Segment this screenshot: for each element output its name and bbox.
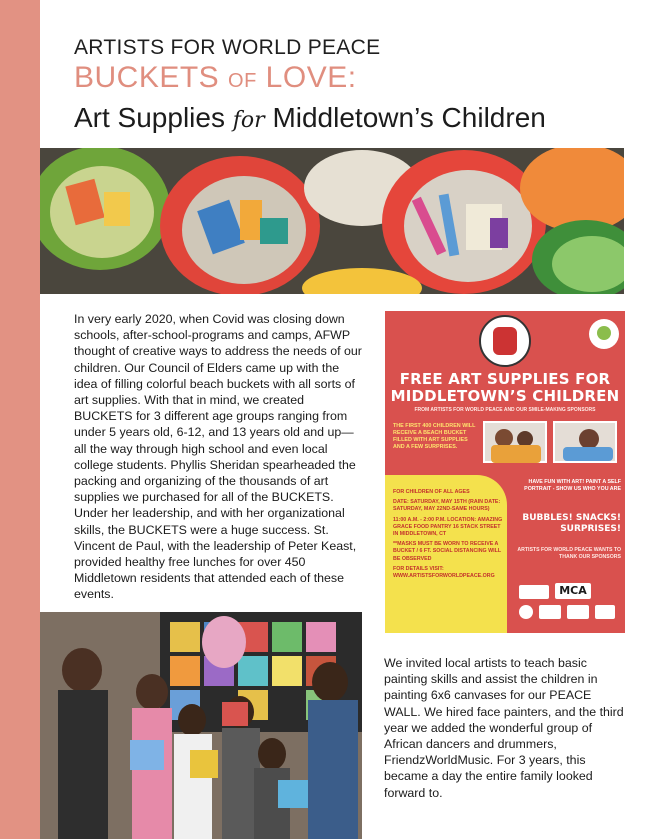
sponsor-logo — [519, 585, 549, 599]
title-part-love: LOVE: — [265, 61, 357, 94]
flyer-headline-line1: FREE ART SUPPLIES FOR — [399, 370, 611, 388]
flyer-event-details — [393, 489, 505, 583]
flyer-bubbles-line2: SURPRISES! — [560, 524, 621, 534]
buckets-photo — [40, 148, 624, 294]
intro-paragraph: In very early 2020, when Covid was closing down schools, after-school-programs and camps, AFWP thought of creative ways to address the needs of our children. Our Council of Elders came up with the idea of filling colorful beach buckets with all sorts of art supplies. With that in mind, we created BUCKETS for 3 different age groups ranging from under 5 years old, 6-12, and 13 years old and up—all the way through high school and even local college students. Phyllis Sheridan spearheaded the packing and organizing of the thousands of art supplies we purchased for all of the BUCKETS. Under her leadership, and with her organizational skills, the BUCKETS were a huge success. St. Vincent de Paul, with the leadership of Peter Keast, provided healthy free lunches for over 450 Middletown residents that attended each of these events. — [74, 312, 362, 602]
event-flyer — [385, 311, 625, 633]
flyer-date: DATE: SATURDAY, MAY 15TH (RAIN DATE: SATURDAY, MAY 22ND-SAME HOURS) — [393, 499, 501, 513]
flyer-kid-photo — [553, 421, 617, 463]
flyer-time-location: 11:00 A.M. - 2:00 P.M. LOCATION: AMAZING GRACE FOOD PANTRY 16 STACK STREET IN MIDDLETOWN, CT — [393, 516, 503, 538]
title-part-of: OF — [228, 70, 257, 92]
page-title — [74, 61, 634, 98]
page-header — [74, 36, 634, 139]
buckets-illustration — [40, 148, 624, 294]
flyer-bubbles-line1: BUBBLES! SNACKS! — [522, 513, 621, 523]
flyer-tagline: FROM ARTISTS FOR WORLD PEACE AND OUR SMILE-MAKING SPONSORS — [414, 407, 596, 413]
sponsor-seal-icon — [519, 605, 533, 619]
afwp-logo — [479, 315, 531, 367]
sponsor-logo — [567, 605, 589, 619]
flyer-thanks: ARTISTS FOR WORLD PEACE WANTS TO THANK OUR SPONSORS — [517, 547, 621, 560]
page-subtitle — [74, 100, 634, 139]
subtitle-part-art-supplies: Art Supplies — [74, 102, 225, 133]
flyer-headline — [385, 371, 625, 405]
sponsor-logo-mca: MCA — [555, 583, 591, 599]
flyer-bubbles — [509, 513, 621, 535]
flyer-details: FOR DETAILS VISIT: WWW.ARTISTSFORWORLDPEACE.ORG — [393, 565, 495, 580]
flyer-ages: FOR CHILDREN OF ALL AGES — [393, 489, 470, 495]
flyer-first400: THE FIRST 400 CHILDREN WILL RECEIVE A BEACH BUCKET FILLED WITH ART SUPPLIES AND A FEW SURPRISES. — [393, 423, 476, 450]
children-with-paintings-photo — [40, 612, 362, 839]
flyer-masks: **MASKS MUST BE WORN TO RECEIVE A BUCKET / 6 FT. SOCIAL DISTANCING WILL BE OBSERVED — [393, 541, 501, 562]
subtitle-part-children: Middletown’s Children — [272, 102, 546, 133]
flyer-headline-line2: MIDDLETOWN’S CHILDREN — [390, 387, 620, 405]
side-color-bar — [0, 0, 40, 839]
org-name: ARTISTS FOR WORLD PEACE — [74, 36, 381, 59]
children-illustration — [40, 612, 362, 839]
sponsor-logo — [539, 605, 561, 619]
title-part-buckets: BUCKETS — [74, 61, 220, 94]
flyer-have-fun: HAVE FUN WITH ART! PAINT A SELF PORTRAIT - SHOW US WHO YOU ARE — [524, 479, 621, 492]
sponsor-logo-icon — [589, 319, 619, 349]
flyer-kid-photo — [483, 421, 547, 463]
subtitle-part-for: for — [232, 108, 265, 133]
closing-paragraph: We invited local artists to teach basic painting skills and assist the children in painting 6x6 canvases for our PEACE WALL. We hired face painters, and the third year we added the wonderful group of African dancers and drummers, FriendzWorldMusic. For 3 years, this became a day the entire family looked forward to. — [384, 656, 624, 800]
sponsor-logo — [595, 605, 615, 619]
